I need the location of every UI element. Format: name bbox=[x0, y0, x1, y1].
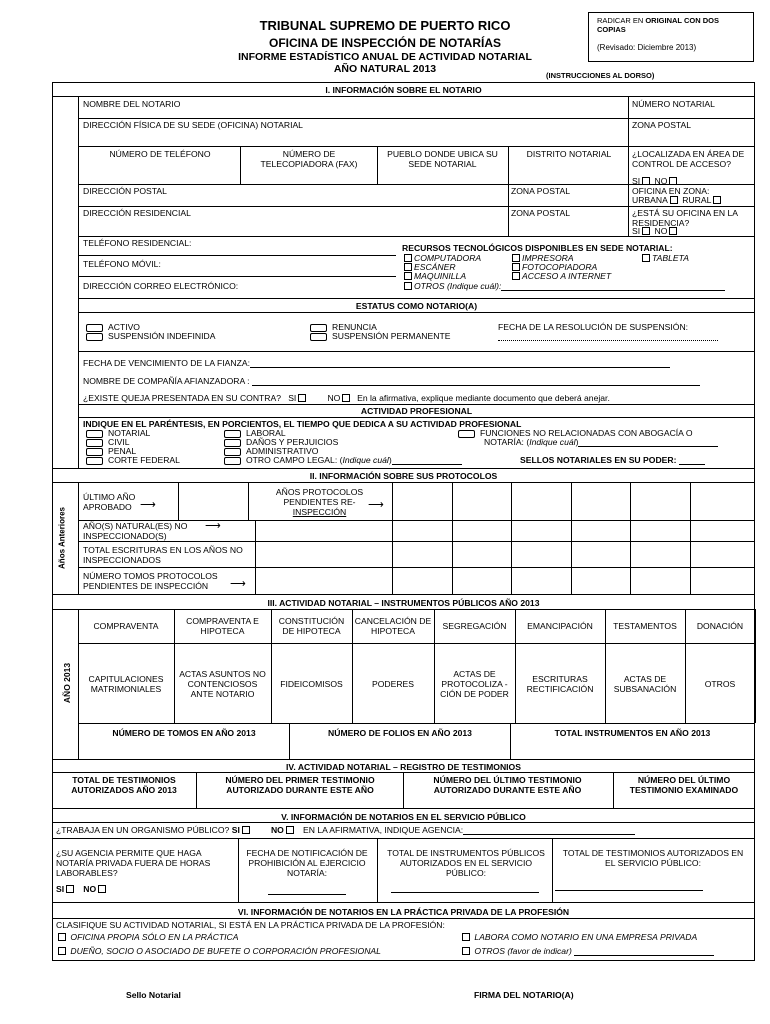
notarial-percent[interactable] bbox=[86, 430, 103, 438]
label-oficina-residencia: ¿ESTÁ SU OFICINA EN LA RESIDENCIA? bbox=[632, 208, 738, 228]
label-total-escrituras: TOTAL ESCRITURAS EN LOS AÑOS NO INSPECCIONADOS bbox=[83, 545, 243, 565]
label-localizada: ¿LOCALIZADA EN ÁREA DE CONTROL DE ACCESO? bbox=[632, 149, 745, 169]
queja-question: ¿EXISTE QUEJA PRESENTADA EN SU CONTRA? SI NO En la afirmativa, explique mediante documento que deberá anejar. bbox=[83, 393, 610, 403]
section-2-side-label: Años Anteriores bbox=[57, 507, 67, 569]
label-suspension-permanente: SUSPENSIÓN PERMANENTE bbox=[332, 331, 451, 341]
label-correo: DIRECCIÓN CORREO ELECTRÓNICO: bbox=[83, 281, 239, 291]
fecha-resolucion-input[interactable] bbox=[498, 340, 718, 341]
recurso-tableta: TABLETA bbox=[640, 253, 689, 263]
administrativo-percent[interactable] bbox=[224, 448, 241, 456]
corte-federal-percent[interactable] bbox=[86, 457, 103, 465]
trabaja-si-checkbox[interactable] bbox=[242, 826, 250, 834]
opt-dueno-socio: DUEÑO, SOCIO O ASOCIADO DE BUFETE O CORPORACIÓN PROFESIONAL bbox=[56, 946, 381, 956]
label-total-instrumentos-publicos: TOTAL DE INSTRUMENTOS PÚBLICOS AUTORIZADOS EN EL SERVICIO PÚBLICO: bbox=[387, 848, 545, 878]
instrucciones-note: (INSTRUCCIONES AL DORSO) bbox=[546, 71, 655, 80]
total-testimonios-input[interactable] bbox=[555, 890, 703, 891]
funciones-percent[interactable] bbox=[458, 430, 475, 438]
labora-empresa-checkbox[interactable] bbox=[462, 933, 470, 941]
recurso-fotocopiadora: FOTOCOPIADORA bbox=[510, 262, 597, 272]
label-fecha-fianza: FECHA DE VENCIMIENTO DE LA FIANZA: bbox=[83, 358, 670, 368]
s3-row1-cell-0: COMPRAVENTA bbox=[93, 621, 159, 631]
maquinilla-checkbox[interactable] bbox=[404, 272, 412, 280]
arrow-numero-tomos: ⟶ bbox=[230, 578, 246, 590]
label-total-instrumentos-2013: TOTAL INSTRUMENTOS EN AÑO 2013 bbox=[554, 728, 711, 738]
title-line1: TRIBUNAL SUPREMO DE PUERTO RICO bbox=[259, 18, 511, 33]
suspension-indefinida-option[interactable] bbox=[86, 333, 103, 341]
s3-row2-cell-3: PODERES bbox=[371, 679, 415, 689]
label-funciones: FUNCIONES NO RELACIONADAS CON ABOGACÍA O bbox=[480, 428, 693, 438]
label-numero-tomos: NÚMERO TOMOS PROTOCOLOS PENDIENTES DE INSPECCIÓN bbox=[83, 571, 218, 591]
ultimo-ano-input[interactable] bbox=[180, 484, 246, 518]
escaner-checkbox[interactable] bbox=[404, 263, 412, 271]
label-direccion-fisica: DIRECCIÓN FÍSICA DE SU SEDE (OFICINA) NOTARIAL bbox=[83, 120, 303, 130]
label-fecha-resolucion: FECHA DE LA RESOLUCIÓN DE SUSPENSIÓN: bbox=[498, 322, 689, 332]
label-distrito: DISTRITO NOTARIAL bbox=[526, 149, 612, 159]
rural-checkbox[interactable] bbox=[713, 196, 721, 204]
laboral-percent[interactable] bbox=[224, 430, 241, 438]
label-pueblo: PUEBLO DONDE UBICA SU SEDE NOTARIAL bbox=[387, 149, 498, 169]
label-indique: INDIQUE EN EL PARÉNTESIS, EN PORCIENTOS, EL TIEMPO QUE DEDICA A SU ACTIVIDAD PROFESIONAL bbox=[83, 419, 522, 429]
label-nombre: NOMBRE DEL NOTARIO bbox=[83, 99, 181, 109]
s3-row1-cell-3: CANCELACIÓN DE HIPOTECA bbox=[354, 616, 432, 636]
label-tomos-2013: NÚMERO DE TOMOS EN AÑO 2013 bbox=[112, 728, 256, 738]
section-1-title: I. INFORMACIÓN SOBRE EL NOTARIO bbox=[325, 85, 482, 95]
title-line2: OFICINA DE INSPECCIÓN DE NOTARÍAS bbox=[268, 36, 501, 50]
s3-row1-cell-4: SEGREGACIÓN bbox=[442, 621, 507, 631]
label-laboral: LABORAL bbox=[246, 428, 286, 438]
label-fax: NÚMERO DE TELECOPIADORA (FAX) bbox=[260, 149, 358, 169]
total-instrumentos-input[interactable] bbox=[391, 892, 539, 893]
label-zona-postal-3: ZONA POSTAL bbox=[511, 208, 571, 218]
compania-input[interactable] bbox=[252, 377, 700, 386]
computadora-checkbox[interactable] bbox=[404, 254, 412, 262]
section-4-title: IV. ACTIVIDAD NOTARIAL – REGISTRO DE TESTIMONIOS bbox=[286, 762, 521, 772]
agencia-input[interactable] bbox=[463, 826, 635, 835]
revisado: (Revisado: Diciembre 2013) bbox=[597, 43, 697, 52]
notaria-input[interactable] bbox=[578, 438, 718, 447]
s3-row1-cell-5: EMANCIPACIÓN bbox=[527, 621, 593, 631]
fotocopiadora-checkbox[interactable] bbox=[512, 263, 520, 271]
label-tel-residencial: TELÉFONO RESIDENCIAL: bbox=[83, 238, 192, 248]
label-notarial: NOTARIAL bbox=[108, 428, 151, 438]
trabaja-question: ¿TRABAJA EN UN ORGANISMO PÚBLICO? SI NO EN LA AFIRMATIVA, INDIQUE AGENCIA: bbox=[56, 825, 635, 835]
recurso-escaner: ESCÁNER bbox=[402, 262, 456, 272]
label-anos-pendientes: AÑOS PROTOCOLOS PENDIENTES RE- INSPECCIÓN bbox=[275, 487, 364, 517]
label-zona-postal-2: ZONA POSTAL bbox=[511, 186, 571, 196]
oficina-propia-checkbox[interactable] bbox=[58, 933, 66, 941]
s3-row2-cell-5: ESCRITURAS RECTIFICACIÓN bbox=[526, 674, 594, 694]
s3-row1-cell-2: CONSTITUCIÓN DE HIPOTECA bbox=[278, 616, 345, 636]
activo-option[interactable] bbox=[86, 324, 103, 332]
residencia-si-checkbox[interactable] bbox=[642, 227, 650, 235]
dueno-socio-checkbox[interactable] bbox=[58, 947, 66, 955]
section-5-title: V. INFORMACIÓN DE NOTARIOS EN EL SERVICIO PÚBLICO bbox=[281, 812, 526, 822]
label-corte-federal: CORTE FEDERAL bbox=[108, 455, 180, 465]
label-tel-movil: TELÉFONO MÓVIL: bbox=[83, 259, 161, 269]
actividad-title: ACTIVIDAD PROFESIONAL bbox=[360, 406, 473, 416]
s3-row1-cell-1: COMPRAVENTA E HIPOTECA bbox=[186, 616, 259, 636]
section-3-title: III. ACTIVIDAD NOTARIAL – INSTRUMENTOS PÚBLICOS AÑO 2013 bbox=[267, 598, 540, 608]
label-fecha-notificacion: FECHA DE NOTIFICACIÓN DE PROHIBICIÓN AL EJERCICIO NOTARÍA: bbox=[246, 848, 368, 878]
s3-row1-cell-6: TESTAMENTOS bbox=[613, 621, 677, 631]
label-penal: PENAL bbox=[108, 446, 137, 456]
queja-si-checkbox[interactable] bbox=[298, 394, 306, 402]
recurso-otros: OTROS (Indique cuál): bbox=[402, 281, 725, 291]
s3-row2-cell-0: CAPITULACIONES MATRIMONIALES bbox=[88, 674, 164, 694]
oficina-zona-options: URBANA RURAL bbox=[632, 195, 723, 205]
otros-recursos-checkbox[interactable] bbox=[404, 282, 412, 290]
label-anos-naturales: AÑO(S) NATURAL(ES) NO INSPECCIONADO(S) bbox=[83, 521, 188, 541]
label-danos: DAÑOS Y PERJUICIOS bbox=[246, 437, 339, 447]
impresora-checkbox[interactable] bbox=[512, 254, 520, 262]
s4-col-1: NÚMERO DEL PRIMER TESTIMONIO AUTORIZADO DURANTE ESTE AÑO bbox=[225, 775, 375, 795]
label-suspension-indefinida: SUSPENSIÓN INDEFINIDA bbox=[108, 331, 216, 341]
sello-notarial-label: Sello Notarial bbox=[126, 990, 181, 1000]
section-6-title: VI. INFORMACIÓN DE NOTARIOS EN LA PRÁCTICA PRIVADA DE LA PROFESIÓN bbox=[237, 907, 570, 917]
fecha-notificacion-input[interactable] bbox=[268, 894, 346, 895]
otros-practica-checkbox[interactable] bbox=[462, 947, 470, 955]
radicar-note: RADICAR EN ORIGINAL CON DOS COPIAS bbox=[597, 16, 719, 34]
renuncia-option[interactable] bbox=[310, 324, 327, 332]
residencia-options: SI NO bbox=[632, 226, 679, 236]
tableta-checkbox[interactable] bbox=[642, 254, 650, 262]
label-direccion-postal: DIRECCIÓN POSTAL bbox=[83, 186, 167, 196]
queja-no-checkbox[interactable] bbox=[342, 394, 350, 402]
label-total-testimonios-publicos: TOTAL DE TESTIMONIOS AUTORIZADOS EN EL SERVICIO PÚBLICO: bbox=[562, 848, 744, 868]
label-numero-notarial: NÚMERO NOTARIAL bbox=[632, 99, 715, 109]
title-line4: AÑO NATURAL 2013 bbox=[333, 63, 437, 75]
opt-otros: OTROS (favor de indicar) bbox=[460, 946, 714, 956]
suspension-permanente-option[interactable] bbox=[310, 333, 327, 341]
localizada-options: SI NO bbox=[632, 176, 679, 186]
arrow-anos-pendientes: ⟶ bbox=[368, 499, 384, 511]
permite-si-checkbox[interactable] bbox=[66, 885, 74, 893]
internet-checkbox[interactable] bbox=[512, 272, 520, 280]
s3-row2-cell-2: FIDEICOMISOS bbox=[280, 679, 343, 689]
sellos-input[interactable] bbox=[679, 456, 705, 465]
civil-percent[interactable] bbox=[86, 439, 103, 447]
label-renuncia: RENUNCIA bbox=[332, 322, 377, 332]
estatus-title: ESTATUS COMO NOTARIO(A) bbox=[355, 301, 478, 311]
label-folios-2013: NÚMERO DE FOLIOS EN AÑO 2013 bbox=[328, 728, 472, 738]
recurso-impresora: IMPRESORA bbox=[510, 253, 574, 263]
firma-notario-label: FIRMA DEL NOTARIO(A) bbox=[474, 990, 574, 1000]
opt-oficina-propia: OFICINA PROPIA SÓLO EN LA PRÁCTICA bbox=[56, 932, 238, 942]
s3-row2-cell-7: OTROS bbox=[704, 679, 736, 689]
label-oficina-zona: OFICINA EN ZONA: bbox=[632, 186, 710, 196]
label-direccion-residencial: DIRECCIÓN RESIDENCIAL bbox=[83, 208, 191, 218]
permite-no-checkbox[interactable] bbox=[98, 885, 106, 893]
label-zona-postal: ZONA POSTAL bbox=[632, 120, 692, 130]
otro-campo-input[interactable] bbox=[392, 456, 462, 465]
label-recursos: RECURSOS TECNOLÓGICOS DISPONIBLES EN SEDE NOTARIAL: bbox=[402, 243, 673, 253]
opt-labora-empresa: LABORA COMO NOTARIO EN UNA EMPRESA PRIVADA bbox=[460, 932, 697, 942]
agencia-permite-options: SI NO bbox=[56, 884, 108, 894]
fecha-fianza-input[interactable] bbox=[250, 359, 670, 368]
label-activo: ACTIVO bbox=[108, 322, 140, 332]
label-ultimo-ano: ÚLTIMO AÑO APROBADO bbox=[83, 492, 136, 512]
title-line3: INFORME ESTADÍSTICO ANUAL DE ACTIVIDAD NOTARIAL bbox=[238, 51, 532, 63]
s4-col-0: TOTAL DE TESTIMONIOS AUTORIZADOS AÑO 2013 bbox=[71, 775, 177, 795]
label-clasifique: CLASIFIQUE SU ACTIVIDAD NOTARIAL, SI ESTÁ EN LA PRÁCTICA PRIVADA DE LA PROFESIÓN: bbox=[56, 920, 445, 930]
label-agencia-permite: ¿SU AGENCIA PERMITE QUE HAGA NOTARÍA PRIVADA FUERA DE HORAS LABORABLES? bbox=[56, 848, 211, 878]
recurso-internet: ACCESO A INTERNET bbox=[510, 271, 611, 281]
trabaja-no-checkbox[interactable] bbox=[286, 826, 294, 834]
arrow-ultimo: ⟶ bbox=[140, 499, 156, 511]
s4-col-2: NÚMERO DEL ÚLTIMO TESTIMONIO AUTORIZADO DURANTE ESTE AÑO bbox=[433, 775, 582, 795]
urbana-checkbox[interactable] bbox=[670, 196, 678, 204]
recurso-computadora: COMPUTADORA bbox=[402, 253, 481, 263]
arrow-anos-naturales: ⟶ bbox=[205, 520, 221, 532]
penal-percent[interactable] bbox=[86, 448, 103, 456]
section-2-title: II. INFORMACIÓN SOBRE SUS PROTOCOLOS bbox=[309, 471, 498, 481]
recurso-maquinilla: MAQUINILLA bbox=[402, 271, 466, 281]
label-sellos: SELLOS NOTARIALES EN SU PODER: bbox=[520, 455, 705, 465]
label-compania: NOMBRE DE COMPAÑÍA AFIANZADORA : bbox=[83, 376, 700, 386]
otros-practica-input[interactable] bbox=[574, 947, 714, 956]
danos-percent[interactable] bbox=[224, 439, 241, 447]
label-administrativo: ADMINISTRATIVO bbox=[246, 446, 319, 456]
s3-row2-cell-4: ACTAS DE PROTOCOLIZA -CIÓN DE PODER bbox=[440, 669, 509, 699]
residencia-no-checkbox[interactable] bbox=[669, 227, 677, 235]
otros-recursos-input[interactable] bbox=[501, 282, 725, 291]
s3-row2-cell-1: ACTAS ASUNTOS NO CONTENCIOSOS ANTE NOTARIO bbox=[179, 669, 266, 699]
s4-col-3: NÚMERO DEL ÚLTIMO TESTIMONIO EXAMINADO bbox=[629, 775, 739, 795]
radicar-box bbox=[588, 12, 754, 62]
label-otro-campo: OTRO CAMPO LEGAL: (Indique cuál) bbox=[246, 455, 462, 465]
otro-campo-percent[interactable] bbox=[224, 457, 241, 465]
label-notaria: NOTARÍA: (Indique cuál) bbox=[484, 437, 718, 447]
label-civil: CIVIL bbox=[108, 437, 130, 447]
s3-row2-cell-6: ACTAS DE SUBSANACIÓN bbox=[613, 674, 677, 694]
s3-row1-cell-7: DONACIÓN bbox=[696, 621, 744, 631]
label-telefono: NÚMERO DE TELÉFONO bbox=[109, 149, 211, 159]
section-3-side-label: AÑO 2013 bbox=[62, 662, 72, 704]
